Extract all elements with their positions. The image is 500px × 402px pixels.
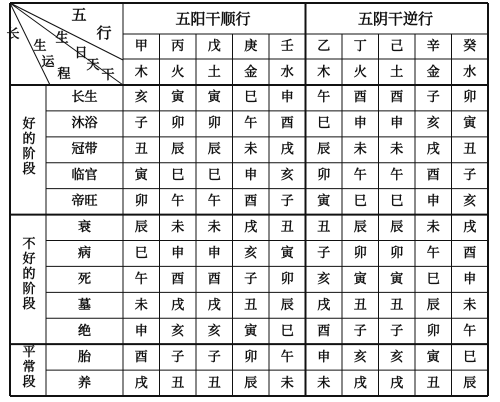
branch-cell: 丑 — [171, 375, 185, 391]
branch-cell: 酉 — [353, 90, 367, 106]
branch-cell: 亥 — [353, 349, 367, 365]
branch-cell: 未 — [463, 297, 477, 313]
branch-cell: 未 — [134, 297, 148, 313]
branch-cell: 午 — [207, 194, 221, 210]
branch-cell: 巳 — [353, 194, 367, 210]
branch-cell: 酉 — [207, 271, 221, 287]
corner-label-wu: 五 — [71, 5, 87, 24]
branch-cell: 子 — [280, 194, 294, 210]
branch-cell: 巳 — [280, 323, 294, 339]
branch-cell: 申 — [426, 194, 440, 210]
phase-group-normal-char: 段 — [22, 375, 36, 390]
branch-cell: 子 — [463, 168, 477, 184]
branch-cell: 丑 — [390, 297, 404, 313]
corner-label-yun: 运 — [41, 54, 55, 70]
branch-cell: 亥 — [171, 323, 185, 339]
phase-group-bad-char: 阶 — [22, 281, 36, 297]
stem-header-cell: 壬 — [280, 39, 294, 54]
branch-cell: 巳 — [463, 349, 477, 365]
branch-cell: 申 — [171, 245, 185, 261]
branch-cell: 亥 — [134, 90, 148, 106]
branch-cell: 巳 — [171, 168, 185, 184]
branch-cell: 戌 — [171, 297, 185, 313]
branch-cell: 戌 — [207, 297, 221, 313]
branch-cell: 巳 — [390, 194, 404, 210]
stage-label: 衰 — [77, 220, 91, 236]
group-header-yin: 五阴干逆行 — [357, 9, 433, 28]
stem-header-cell: 戊 — [207, 39, 221, 54]
branch-cell: 卯 — [244, 349, 258, 365]
group-header-yang: 五阳干顺行 — [175, 9, 251, 28]
branch-cell: 午 — [280, 349, 294, 365]
branch-cell: 酉 — [463, 245, 477, 261]
branch-cell: 巳 — [426, 271, 440, 287]
element-header-cell: 金 — [244, 64, 258, 80]
branch-cell: 寅 — [426, 349, 440, 365]
element-header-cell: 木 — [317, 64, 331, 80]
branch-cell: 子 — [317, 245, 331, 261]
branch-cell: 子 — [390, 323, 404, 339]
stem-header-cell: 丙 — [171, 39, 185, 54]
branch-cell: 亥 — [280, 168, 294, 184]
phase-group-normal — [14, 340, 44, 395]
stem-header-cell: 乙 — [317, 39, 331, 54]
branch-cell: 子 — [207, 349, 221, 365]
branch-cell: 子 — [171, 349, 185, 365]
branch-cell: 戌 — [463, 220, 477, 236]
branch-cell: 寅 — [353, 271, 367, 287]
branch-cell: 寅 — [317, 194, 331, 210]
branch-cell: 亥 — [426, 116, 440, 132]
branch-cell: 巳 — [134, 245, 148, 261]
branch-cell: 辰 — [317, 142, 331, 158]
branch-cell: 辰 — [463, 375, 477, 391]
branch-cell: 酉 — [426, 168, 440, 184]
branch-cell: 未 — [171, 220, 185, 236]
branch-cell: 卯 — [463, 90, 477, 106]
branch-cell: 申 — [353, 116, 367, 132]
branch-cell: 酉 — [390, 90, 404, 106]
branch-cell: 辰 — [244, 375, 258, 391]
element-header-cell: 金 — [426, 64, 440, 80]
corner-label-ri: 日 — [74, 45, 88, 61]
stage-label: 冠带 — [71, 142, 98, 158]
branch-cell: 卯 — [390, 245, 404, 261]
stage-label: 长生 — [71, 90, 98, 106]
corner-label-chang: 长 — [6, 26, 20, 42]
branch-cell: 未 — [317, 375, 331, 391]
element-header-cell: 木 — [134, 64, 148, 80]
branch-cell: 申 — [207, 245, 221, 261]
branch-cell: 卯 — [353, 245, 367, 261]
phase-group-good — [14, 86, 44, 208]
branch-cell: 酉 — [134, 349, 148, 365]
branch-cell: 寅 — [390, 271, 404, 287]
branch-cell: 丑 — [463, 142, 477, 158]
branch-cell: 卯 — [207, 116, 221, 132]
branch-cell: 午 — [244, 116, 258, 132]
branch-cell: 亥 — [207, 323, 221, 339]
branch-cell: 巳 — [244, 90, 258, 106]
phase-group-good-char: 段 — [22, 162, 36, 177]
phase-group-good-char: 好 — [22, 117, 36, 132]
branch-cell: 午 — [463, 323, 477, 339]
branch-cell: 申 — [317, 349, 331, 365]
branch-cell: 申 — [280, 90, 294, 106]
branch-cell: 辰 — [353, 220, 367, 236]
branch-cell: 寅 — [207, 90, 221, 106]
branch-cell: 酉 — [280, 116, 294, 132]
phase-group-bad — [14, 210, 44, 338]
branch-cell: 戌 — [244, 220, 258, 236]
branch-cell: 亥 — [390, 349, 404, 365]
stage-label: 死 — [77, 271, 91, 287]
stem-header-cell: 己 — [390, 39, 404, 54]
branch-cell: 辰 — [171, 142, 185, 158]
element-header-cell: 土 — [390, 64, 404, 80]
branch-cell: 亥 — [317, 271, 331, 287]
phase-group-bad-char: 的 — [22, 266, 36, 282]
branch-cell: 子 — [426, 90, 440, 106]
corner-label-cheng: 程 — [57, 66, 71, 82]
corner-label-gan: 干 — [101, 67, 115, 83]
branch-cell: 辰 — [280, 297, 294, 313]
branch-cell: 辰 — [134, 220, 148, 236]
branch-cell: 未 — [280, 375, 294, 391]
branch-cell: 戌 — [280, 142, 294, 158]
branch-cell: 丑 — [317, 220, 331, 236]
branch-cell: 午 — [317, 90, 331, 106]
element-header-cell: 火 — [171, 64, 185, 80]
branch-cell: 未 — [244, 142, 258, 158]
branch-cell: 寅 — [463, 116, 477, 132]
phase-group-normal-char: 平 — [22, 345, 36, 360]
branch-cell: 申 — [134, 323, 148, 339]
branch-cell: 午 — [390, 168, 404, 184]
branch-cell: 未 — [426, 220, 440, 236]
stage-label: 养 — [77, 375, 91, 391]
phase-group-normal-char: 常 — [22, 360, 36, 375]
stem-header-cell: 甲 — [134, 39, 148, 54]
branch-cell: 戌 — [353, 375, 367, 391]
branch-cell: 午 — [353, 168, 367, 184]
stage-label: 墓 — [77, 297, 91, 313]
branch-cell: 卯 — [317, 168, 331, 184]
stage-label: 病 — [77, 245, 91, 261]
branch-cell: 寅 — [134, 168, 148, 184]
phase-group-bad-char: 段 — [22, 296, 36, 312]
branch-cell: 辰 — [207, 142, 221, 158]
branch-cell: 丑 — [134, 142, 148, 158]
phase-group-bad-char: 不 — [22, 236, 36, 252]
element-header-cell: 水 — [280, 64, 294, 80]
branch-cell: 未 — [353, 142, 367, 158]
branch-cell: 寅 — [244, 323, 258, 339]
branch-cell: 酉 — [317, 323, 331, 339]
stage-label: 绝 — [77, 323, 91, 339]
corner-label-sheng-left: 生 — [33, 38, 47, 54]
stem-header-cell: 辛 — [426, 39, 440, 54]
branch-cell: 卯 — [134, 194, 148, 210]
branch-cell: 午 — [171, 194, 185, 210]
branch-cell: 戌 — [134, 375, 148, 391]
element-header-cell: 土 — [207, 64, 221, 80]
branch-cell: 卯 — [426, 323, 440, 339]
branch-cell: 卯 — [171, 116, 185, 132]
stage-label: 胎 — [77, 349, 91, 365]
branch-cell: 丑 — [244, 297, 258, 313]
branch-cell: 子 — [244, 271, 258, 287]
branch-cell: 巳 — [207, 168, 221, 184]
branch-cell: 申 — [390, 116, 404, 132]
stem-header-cell: 丁 — [353, 39, 367, 54]
branch-cell: 酉 — [171, 271, 185, 287]
stage-label: 临官 — [71, 168, 98, 184]
phase-group-good-char: 的 — [22, 132, 36, 147]
branch-cell: 戌 — [317, 297, 331, 313]
phase-group-bad-char: 好 — [22, 251, 36, 267]
branch-cell: 酉 — [244, 194, 258, 210]
phase-group-good-char: 阶 — [22, 147, 36, 162]
branch-cell: 亥 — [244, 245, 258, 261]
branch-cell: 丑 — [353, 297, 367, 313]
branch-cell: 丑 — [207, 375, 221, 391]
branch-cell: 未 — [207, 220, 221, 236]
stage-label: 帝旺 — [71, 194, 98, 210]
corner-label-xing: 行 — [96, 23, 112, 42]
branch-cell: 未 — [390, 142, 404, 158]
branch-cell: 申 — [463, 271, 477, 287]
branch-cell: 申 — [244, 168, 258, 184]
branch-cell: 卯 — [280, 271, 294, 287]
corner-label-tian: 天 — [86, 57, 100, 73]
branch-cell: 午 — [134, 271, 148, 287]
element-header-cell: 水 — [463, 64, 477, 80]
branch-cell: 寅 — [280, 245, 294, 261]
branch-cell: 寅 — [171, 90, 185, 106]
branch-cell: 辰 — [426, 297, 440, 313]
branch-cell: 子 — [353, 323, 367, 339]
branch-cell: 辰 — [390, 220, 404, 236]
stem-header-cell: 庚 — [244, 39, 258, 54]
branch-cell: 子 — [134, 116, 148, 132]
element-header-cell: 火 — [353, 64, 367, 80]
stem-header-cell: 癸 — [463, 39, 477, 54]
branch-cell: 巳 — [317, 116, 331, 132]
branch-cell: 戌 — [390, 375, 404, 391]
branch-cell: 丑 — [280, 220, 294, 236]
branch-cell: 亥 — [463, 194, 477, 210]
corner-label-sheng-right: 生 — [55, 30, 69, 46]
branch-cell: 丑 — [426, 375, 440, 391]
branch-cell: 戌 — [426, 142, 440, 158]
branch-cell: 午 — [426, 245, 440, 261]
stage-label: 沐浴 — [71, 116, 98, 132]
